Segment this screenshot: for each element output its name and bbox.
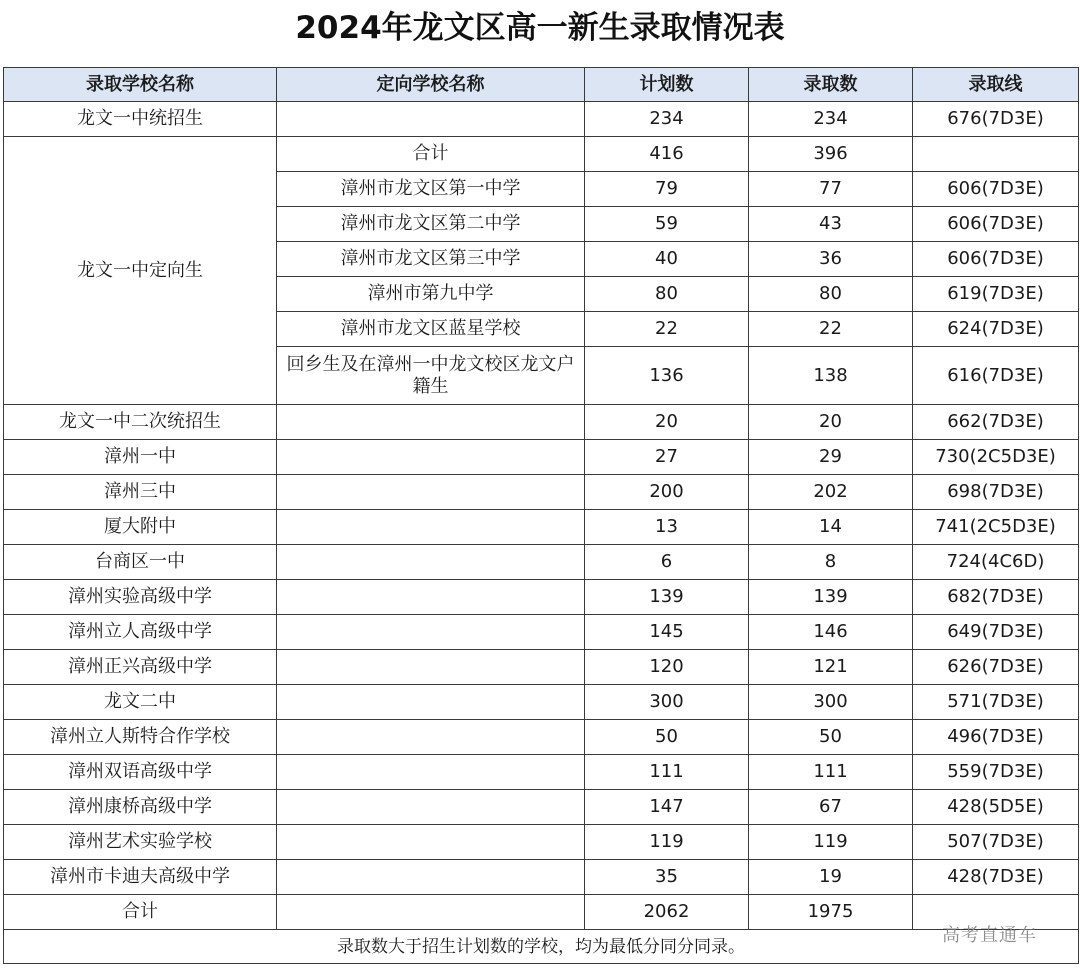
- cell-target: [277, 720, 585, 755]
- cell-line: 649(7D3E): [913, 615, 1079, 650]
- cell-admitted: 138: [749, 347, 913, 405]
- cell-plan: 147: [585, 790, 749, 825]
- cell-admitted: 121: [749, 650, 913, 685]
- cell-admitted: 119: [749, 825, 913, 860]
- cell-target: [277, 650, 585, 685]
- cell-admitted: 80: [749, 277, 913, 312]
- cell-plan: 136: [585, 347, 749, 405]
- cell-target: [277, 685, 585, 720]
- cell-school: 漳州一中: [4, 440, 277, 475]
- table-row: [4, 755, 1079, 790]
- cell-line: 624(7D3E): [913, 312, 1079, 347]
- cell-line: 662(7D3E): [913, 405, 1079, 440]
- cell-target: [277, 860, 585, 895]
- watermark: 高考直通车: [942, 925, 1037, 946]
- cell-plan: 79: [585, 172, 749, 207]
- cell-school: 漳州艺术实验学校: [4, 825, 277, 860]
- table-row: [4, 720, 1079, 755]
- cell-school: 漳州实验高级中学: [4, 580, 277, 615]
- cell-school: 台商区一中: [4, 545, 277, 580]
- col-header-admitted: 录取数: [749, 68, 913, 102]
- cell-target: 漳州市龙文区第二中学: [277, 207, 585, 242]
- cell-school: 漳州康桥高级中学: [4, 790, 277, 825]
- cell-plan: 59: [585, 207, 749, 242]
- cell-plan: 139: [585, 580, 749, 615]
- cell-line: 730(2C5D3E): [913, 440, 1079, 475]
- cell-school: 漳州双语高级中学: [4, 755, 277, 790]
- cell-admitted: 111: [749, 755, 913, 790]
- cell-plan: 111: [585, 755, 749, 790]
- table-row: [4, 102, 1079, 137]
- table-note: 录取数大于招生计划数的学校，均为最低分同分同录。: [4, 930, 1079, 964]
- cell-admitted: 300: [749, 685, 913, 720]
- cell-admitted: 202: [749, 475, 913, 510]
- cell-admitted: 77: [749, 172, 913, 207]
- cell-line: 507(7D3E): [913, 825, 1079, 860]
- cell-line: 571(7D3E): [913, 685, 1079, 720]
- table-row: [4, 475, 1079, 510]
- cell-target: 漳州市龙文区蓝星学校: [277, 312, 585, 347]
- cell-school: 厦大附中: [4, 510, 277, 545]
- cell-plan: 300: [585, 685, 749, 720]
- cell-target: [277, 475, 585, 510]
- cell-line: 626(7D3E): [913, 650, 1079, 685]
- cell-plan: 40: [585, 242, 749, 277]
- table-row: [4, 137, 1079, 172]
- cell-plan: 50: [585, 720, 749, 755]
- cell-plan: 20: [585, 405, 749, 440]
- cell-school: 合计: [4, 895, 277, 930]
- cell-school: 龙文二中: [4, 685, 277, 720]
- cell-line: 724(4C6D): [913, 545, 1079, 580]
- col-header-school: 录取学校名称: [4, 68, 277, 102]
- cell-admitted: 139: [749, 580, 913, 615]
- cell-admitted: 22: [749, 312, 913, 347]
- cell-admitted: 50: [749, 720, 913, 755]
- table-row: [4, 510, 1079, 545]
- cell-plan: 145: [585, 615, 749, 650]
- cell-admitted: 14: [749, 510, 913, 545]
- table-row: [4, 685, 1079, 720]
- page-title: 2024年龙文区高一新生录取情况表: [295, 10, 785, 46]
- cell-school: 龙文一中统招生: [4, 102, 277, 137]
- cell-line: 676(7D3E): [913, 102, 1079, 137]
- cell-target: [277, 545, 585, 580]
- table-row: [4, 825, 1079, 860]
- cell-line: 428(7D3E): [913, 860, 1079, 895]
- cell-school: 漳州三中: [4, 475, 277, 510]
- cell-admitted: 8: [749, 545, 913, 580]
- table-row: [4, 440, 1079, 475]
- cell-line: 619(7D3E): [913, 277, 1079, 312]
- cell-target: [277, 405, 585, 440]
- cell-school: 漳州市卡迪夫高级中学: [4, 860, 277, 895]
- table-row: [4, 545, 1079, 580]
- cell-target: [277, 440, 585, 475]
- cell-admitted: 146: [749, 615, 913, 650]
- total-row: [4, 895, 1079, 930]
- col-header-target: 定向学校名称: [277, 68, 585, 102]
- cell-plan: 6: [585, 545, 749, 580]
- cell-plan: 27: [585, 440, 749, 475]
- table-row: [4, 860, 1079, 895]
- table-header-row: [4, 68, 1079, 102]
- cell-target: [277, 825, 585, 860]
- table-row: [4, 790, 1079, 825]
- cell-plan: 234: [585, 102, 749, 137]
- cell-plan: 13: [585, 510, 749, 545]
- cell-plan: 2062: [585, 895, 749, 930]
- cell-line: 616(7D3E): [913, 347, 1079, 405]
- cell-school: 漳州正兴高级中学: [4, 650, 277, 685]
- cell-admitted: 1975: [749, 895, 913, 930]
- cell-school: 漳州立人高级中学: [4, 615, 277, 650]
- cell-target: 漳州市第九中学: [277, 277, 585, 312]
- table-row: [4, 650, 1079, 685]
- cell-admitted: 396: [749, 137, 913, 172]
- cell-plan: 416: [585, 137, 749, 172]
- cell-target: [277, 510, 585, 545]
- cell-admitted: 67: [749, 790, 913, 825]
- table-row: [4, 580, 1079, 615]
- cell-line: 606(7D3E): [913, 207, 1079, 242]
- col-header-line: 录取线: [913, 68, 1079, 102]
- cell-target: 回乡生及在漳州一中龙文校区龙文户籍生: [277, 347, 585, 405]
- cell-target: [277, 102, 585, 137]
- cell-target: 漳州市龙文区第三中学: [277, 242, 585, 277]
- col-header-plan: 计划数: [585, 68, 749, 102]
- cell-target: 合计: [277, 137, 585, 172]
- cell-admitted: 19: [749, 860, 913, 895]
- cell-line: 741(2C5D3E): [913, 510, 1079, 545]
- cell-target: [277, 790, 585, 825]
- cell-target: 漳州市龙文区第一中学: [277, 172, 585, 207]
- cell-line: 606(7D3E): [913, 172, 1079, 207]
- cell-admitted: 43: [749, 207, 913, 242]
- cell-target: [277, 895, 585, 930]
- cell-plan: 200: [585, 475, 749, 510]
- cell-admitted: 234: [749, 102, 913, 137]
- cell-admitted: 36: [749, 242, 913, 277]
- cell-target: [277, 615, 585, 650]
- cell-admitted: 29: [749, 440, 913, 475]
- cell-school-directed: 龙文一中定向生: [4, 137, 277, 405]
- note-row: [4, 930, 1079, 964]
- cell-admitted: 20: [749, 405, 913, 440]
- cell-line: [913, 137, 1079, 172]
- cell-plan: 80: [585, 277, 749, 312]
- cell-line: 606(7D3E): [913, 242, 1079, 277]
- cell-line: 559(7D3E): [913, 755, 1079, 790]
- cell-target: [277, 580, 585, 615]
- cell-line: 496(7D3E): [913, 720, 1079, 755]
- cell-plan: 119: [585, 825, 749, 860]
- table-row: [4, 405, 1079, 440]
- cell-line: 428(5D5E): [913, 790, 1079, 825]
- cell-plan: 22: [585, 312, 749, 347]
- cell-school: 漳州立人斯特合作学校: [4, 720, 277, 755]
- cell-line: 682(7D3E): [913, 580, 1079, 615]
- cell-plan: 35: [585, 860, 749, 895]
- table-row: [4, 615, 1079, 650]
- cell-school: 龙文一中二次统招生: [4, 405, 277, 440]
- cell-line: 698(7D3E): [913, 475, 1079, 510]
- cell-plan: 120: [585, 650, 749, 685]
- cell-target: [277, 755, 585, 790]
- admission-table: [3, 67, 1079, 964]
